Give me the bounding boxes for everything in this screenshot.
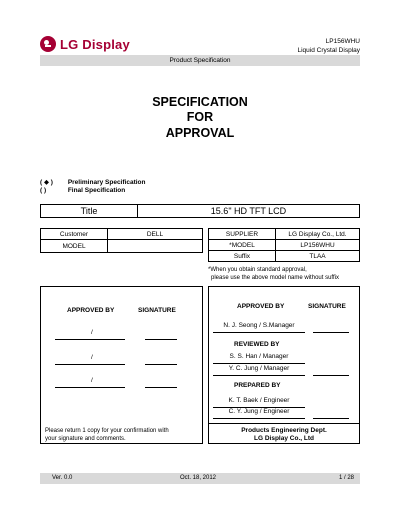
dept-line-2: LG Display Co., Ltd bbox=[254, 435, 314, 442]
return-copy-note bbox=[45, 427, 169, 443]
approval-slash: / bbox=[91, 329, 93, 336]
approval-section bbox=[40, 286, 360, 444]
name-line bbox=[213, 375, 305, 376]
supplier-table bbox=[208, 228, 360, 262]
return-note-line-1: Please return 1 copy for your confirmation with bbox=[45, 428, 169, 434]
table-row bbox=[209, 240, 360, 251]
dept-block bbox=[209, 427, 359, 443]
customer-model-value bbox=[108, 240, 203, 253]
signature-line bbox=[145, 364, 177, 365]
name-line bbox=[213, 363, 305, 364]
approval-line bbox=[55, 364, 125, 365]
footer-page: 1 / 28 bbox=[338, 475, 354, 481]
customer-value: DELL bbox=[108, 229, 203, 240]
reviewed-name: Y. C. Jung / Manager bbox=[228, 365, 290, 372]
signature-line bbox=[313, 332, 349, 333]
customer-approval-box bbox=[40, 286, 203, 444]
table-row bbox=[209, 229, 360, 240]
supplier-approved-by: APPROVED BY bbox=[237, 303, 285, 310]
signature-line bbox=[313, 418, 349, 419]
model-note bbox=[208, 266, 339, 282]
table-row bbox=[41, 240, 203, 253]
table-row bbox=[209, 251, 360, 262]
customer-label: Customer bbox=[41, 229, 108, 240]
footer-date: Oct. 18, 2012 bbox=[180, 475, 217, 481]
lg-display-logo bbox=[40, 36, 130, 52]
return-note-line-2: your signature and comments. bbox=[45, 436, 126, 442]
supplier-suffix-label: Suffix bbox=[209, 251, 276, 262]
reviewed-by: REVIEWED BY bbox=[234, 341, 280, 348]
signature-line bbox=[145, 339, 177, 340]
title-label: Title bbox=[41, 205, 138, 217]
footer-version: Ver. 0.0 bbox=[52, 475, 73, 481]
customer-table bbox=[40, 228, 203, 253]
spec-option-label: Final Specification bbox=[67, 187, 126, 194]
spec-option-mark: ( ) bbox=[40, 187, 47, 194]
approval-line bbox=[55, 339, 125, 340]
title-value: 15.6" HD TFT LCD bbox=[210, 206, 287, 216]
spec-option-mark: ( ◆ ) bbox=[40, 179, 53, 186]
spec-option-label: Preliminary Specification bbox=[67, 179, 146, 186]
customer-signature: SIGNATURE bbox=[138, 307, 176, 314]
doc-title-line-1: SPECIFICATION bbox=[152, 95, 248, 109]
approved-name: N. J. Seong / S.Manager bbox=[223, 322, 295, 329]
footer-band bbox=[40, 473, 360, 484]
header-product-type: Liquid Crystal Display bbox=[297, 47, 360, 54]
product-spec-band: Product Specification bbox=[40, 55, 360, 66]
spec-option-final bbox=[40, 187, 125, 194]
dept-divider bbox=[209, 423, 359, 424]
supplier-label: SUPPLIER bbox=[209, 229, 276, 240]
doc-title-line-2: FOR bbox=[186, 110, 214, 124]
title-row bbox=[40, 204, 360, 218]
supplier-approval-box bbox=[208, 286, 360, 444]
approval-slash: / bbox=[91, 377, 93, 384]
logo-text: LG Display bbox=[60, 36, 130, 52]
approval-slash: / bbox=[91, 354, 93, 361]
spec-option-preliminary bbox=[40, 178, 145, 186]
signature-line bbox=[313, 375, 349, 376]
name-line bbox=[213, 332, 305, 333]
doc-title-line-3: APPROVAL bbox=[165, 126, 235, 140]
supplier-signature: SIGNATURE bbox=[308, 303, 346, 310]
model-note-line-2: please use the above model name without suffix bbox=[211, 275, 339, 281]
dept-line-1: Products Engineering Dept. bbox=[241, 427, 327, 434]
approval-line bbox=[55, 387, 125, 388]
supplier-model-label: *MODEL bbox=[209, 240, 276, 251]
customer-approved-by: APPROVED BY bbox=[67, 307, 115, 314]
header-model-info bbox=[298, 37, 361, 55]
signature-line bbox=[145, 387, 177, 388]
prepared-by: PREPARED BY bbox=[234, 382, 281, 389]
prepared-name: C. Y. Jung / Engineer bbox=[228, 408, 290, 415]
supplier-model-value: LP156WHU bbox=[276, 240, 360, 251]
customer-model-label: MODEL bbox=[41, 240, 108, 253]
header-model: LP156WHU bbox=[325, 38, 360, 45]
supplier-value: LG Display Co., Ltd. bbox=[276, 229, 360, 240]
name-line bbox=[213, 418, 305, 419]
supplier-suffix-value: TLAA bbox=[276, 251, 360, 262]
table-row bbox=[41, 229, 203, 240]
lg-logo-icon bbox=[40, 36, 56, 52]
prepared-name: K. T. Baek / Engineer bbox=[228, 397, 290, 404]
model-note-line-1: *When you obtain standard approval, bbox=[208, 267, 307, 273]
reviewed-name: S. S. Han / Manager bbox=[229, 353, 289, 360]
